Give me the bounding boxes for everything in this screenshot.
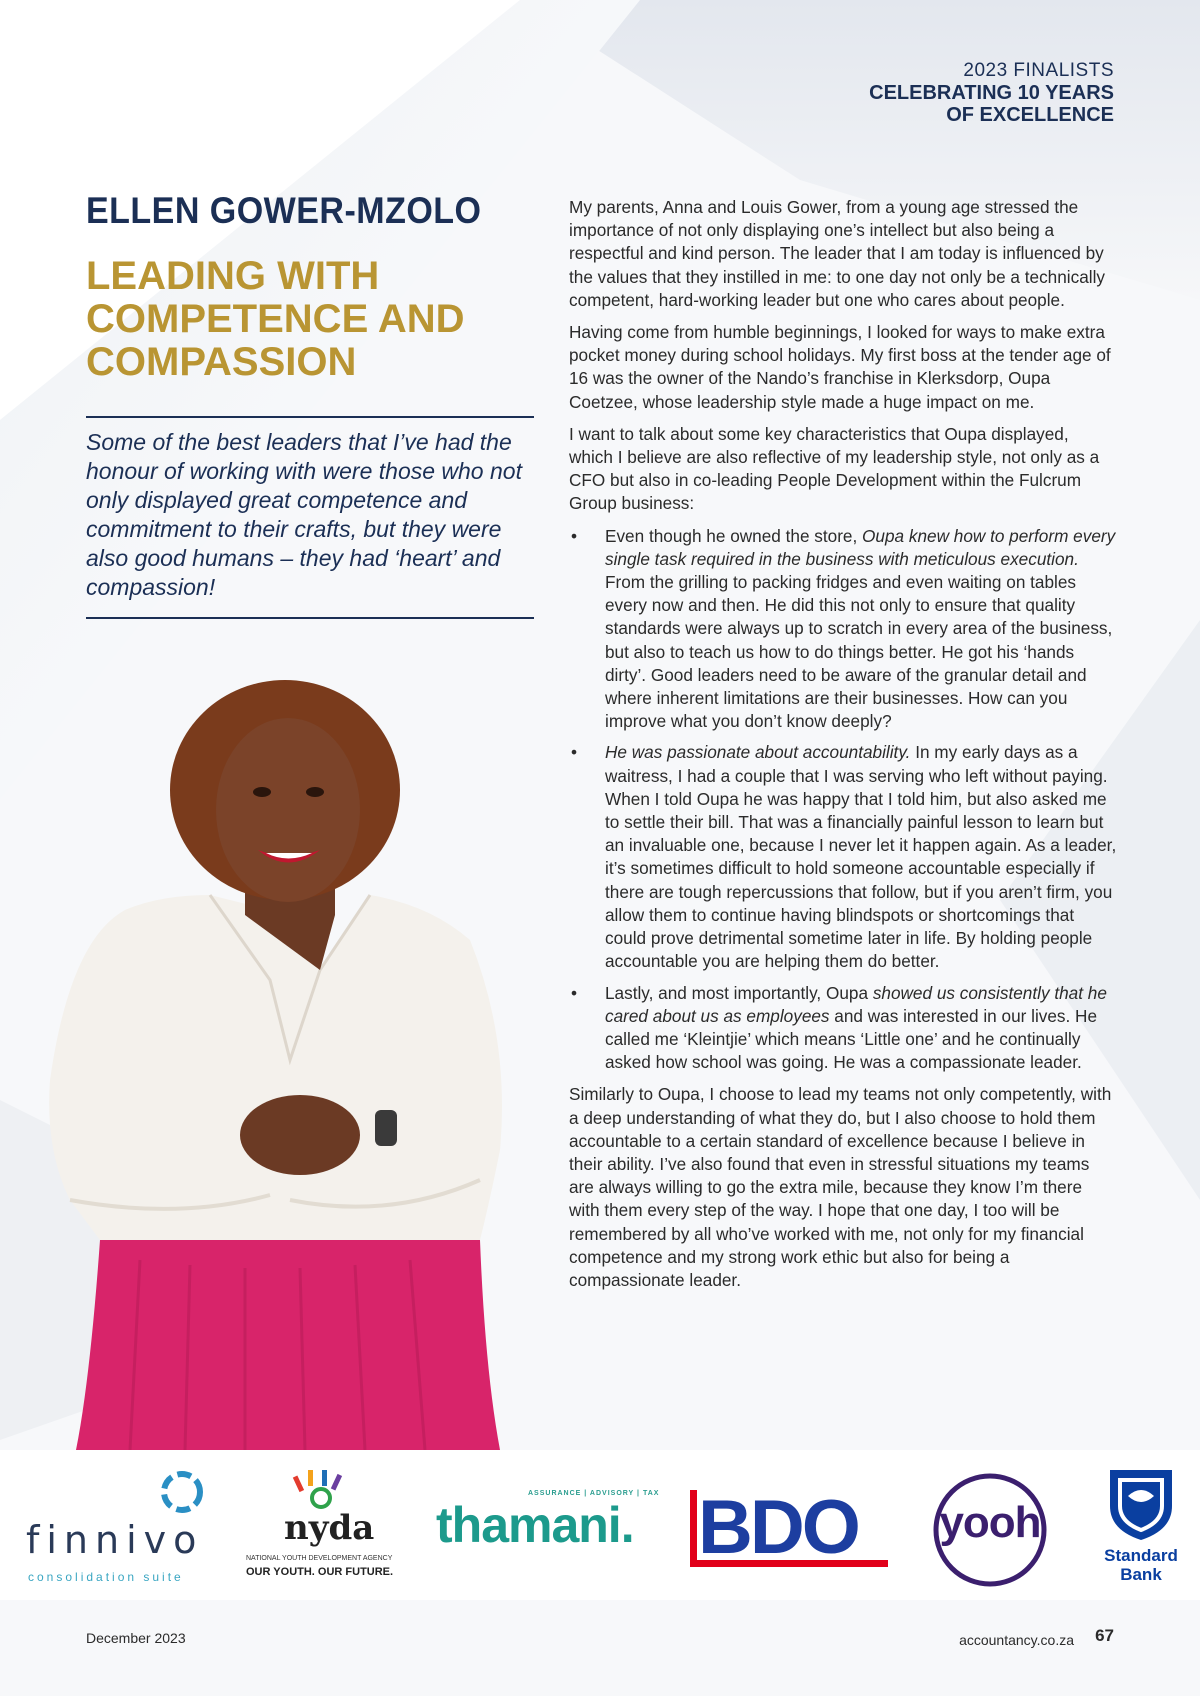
bullet-icon: • <box>571 982 578 1003</box>
headline-line-1: LEADING WITH <box>86 254 380 298</box>
sponsor-logos <box>0 1450 1200 1600</box>
thamani-services: ASSURANCE | ADVISORY | TAX <box>528 1490 660 1497</box>
pullquote: Some of the best leaders that I’ve had the honour of working with were those who not only displayed great competence and commitment to their crafts, but they were also good humans – they had ‘heart’ and compassion! <box>86 429 522 600</box>
header-kicker: 2023 FINALISTS <box>963 60 1114 81</box>
list-item: • He was passionate about accountability. In my early days as a waitress, I had a couple that I was serving who left without paying. When I told Oupa he was happy that I told him, but also asked me to settle their bill. That was a financially painful lesson to learn but an invaluable one, because I never let it happen again. As a leader, it’s sometimes difficult to hold someone accountable especially if there are tough repercussions that follow, but if you aren’t firm, you allow them to continue having blindspots or shortcomings that could prove detrimental sometime later in life. By holding people accountable you are helping them do better. <box>571 742 1117 972</box>
yooh-wordmark: yooh <box>939 1498 1041 1547</box>
bullet-icon: • <box>571 742 578 763</box>
list-item: • Lastly, and most importantly, Oupa showed us consistently that he cared about us as employees and was interested in our lives. He called me ‘Kleintjie’ which means ‘Little one’ and he continually asked how school was going. He was a compassionate leader. <box>571 982 1107 1073</box>
article-headline <box>86 255 506 384</box>
thamani-logo <box>436 1490 666 1560</box>
headline-line-3: COMPASSION <box>86 340 357 384</box>
finnivo-wordmark: finnivo <box>26 1518 204 1562</box>
standard-bank-logo <box>1096 1466 1196 1596</box>
headline-line-2: COMPETENCE AND <box>86 297 465 341</box>
footer-date: December 2023 <box>86 1630 186 1646</box>
nyda-wordmark: nyda <box>284 1508 375 1548</box>
nyda-agency-name: NATIONAL YOUTH DEVELOPMENT AGENCY <box>246 1555 393 1562</box>
header-line-2: OF EXCELLENCE <box>946 104 1114 126</box>
finnivo-tagline: consolidation suite <box>28 1570 184 1584</box>
pullquote-rule-top <box>86 416 534 418</box>
yooh-logo <box>932 1472 1048 1588</box>
finnivo-logo <box>26 1470 206 1584</box>
characteristics-list <box>569 525 1117 1075</box>
paragraph: I want to talk about some key characteristics that Oupa displayed, which I believe are also reflective of my leadership style, not only as a CFO but also in co-leading People Development within the Fulcrum Group business: <box>569 423 1100 514</box>
paragraph: Having come from humble beginnings, I looked for ways to make extra pocket money during school holidays. My first boss at the tender age of 16 was the owner of the Nando’s franchise in Klerksdorp, Oupa Coetzee, whose leadership style made a huge impact on me. <box>569 322 1111 412</box>
portrait-photo <box>30 680 540 1450</box>
header-line-1: CELEBRATING 10 YEARS <box>869 82 1114 104</box>
bdo-bar <box>690 1490 697 1566</box>
thamani-wordmark: thamani. <box>436 1497 634 1553</box>
paragraph: Similarly to Oupa, I choose to lead my teams not only competently, with a deep understanding of what they do, but I also choose to hold them accountable to a certain standard of excellence because I believe in their ability. I’ve also found that even in stressful situations my teams are always willing to go the extra mile, because they know I’m there with them every step of the way. I hope that one day, I too will be remembered by all who’ve worked with me, not only for my financial competence and my strong work ethic but also for being a compassionate leader. <box>569 1084 1112 1290</box>
paragraph: My parents, Anna and Louis Gower, from a young age stressed the importance of not only displaying one’s intellect but also being a respectful and kind person. The leader that I am today is influenced by the values that they instilled in me: to one day not only be a technically competent, hard-working leader but one who cares about people. <box>569 197 1106 310</box>
bullet-icon: • <box>571 525 578 546</box>
page-number: 67 <box>1095 1626 1114 1645</box>
article-body <box>569 196 1117 1301</box>
bdo-logo <box>690 1485 890 1570</box>
nyda-logo <box>246 1470 406 1590</box>
standard-bank-wordmark: Standard Bank <box>1104 1546 1178 1584</box>
issue-header <box>869 60 1114 126</box>
list-item: • Even though he owned the store, Oupa knew how to perform every single task required in the business with meticulous execution. From the grilling to packing fridges and even waiting on tables every now and then. He did this not only to ensure that quality standards were always up to scratch in every area of the business, but also to teach us how to do things better. He got his ‘hands dirty’. Good leaders need to be aware of the granular detail and where inherent limitations are their businesses. How can you improve what you don’t know deeply? <box>571 525 1116 732</box>
nyda-slogan: OUR YOUTH. OUR FUTURE. <box>246 1566 394 1578</box>
pullquote-rule-bottom <box>86 617 534 619</box>
shield-icon <box>1106 1466 1176 1542</box>
bdo-wordmark: BDO <box>698 1485 858 1570</box>
footer-website: accountancy.co.za <box>959 1632 1074 1648</box>
finalist-name: ELLEN GOWER-MZOLO <box>86 190 482 231</box>
nyda-hand-icon <box>246 1470 406 1510</box>
